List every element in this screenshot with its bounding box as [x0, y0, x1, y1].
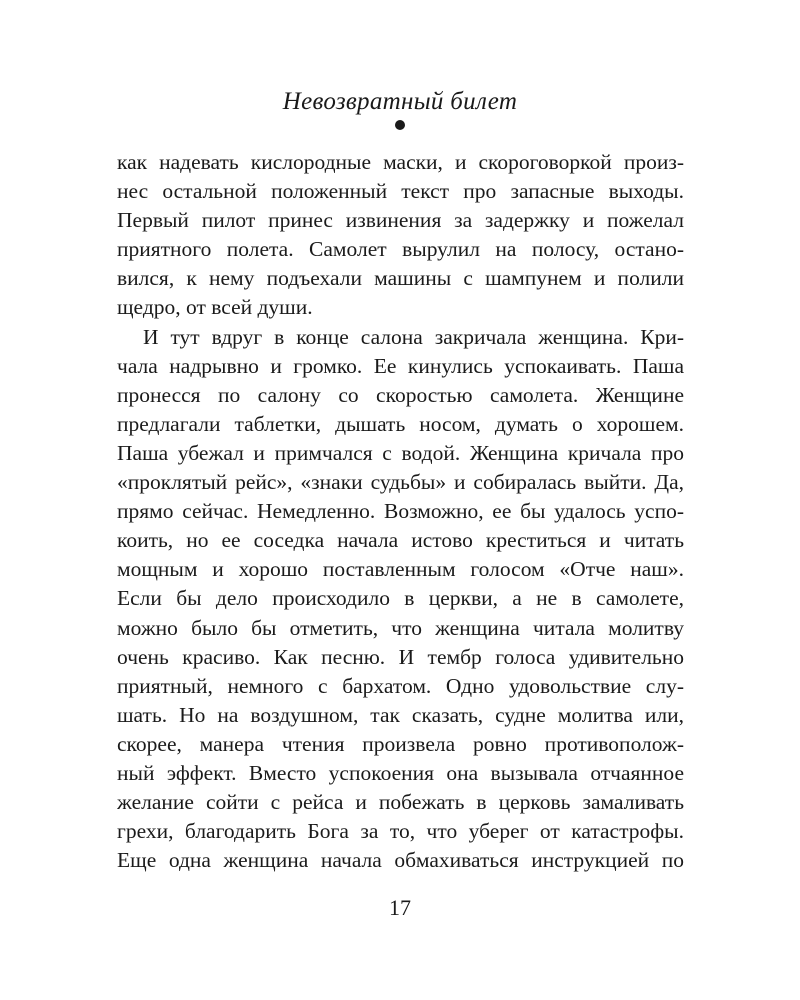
page-number: 17 — [389, 895, 411, 920]
text-line: Первый пилот принес извинения за задержку и пожелал — [117, 208, 684, 233]
text-line: скорее, манера чтения произвела ровно противополож- — [117, 731, 684, 756]
text-line: желание сойти с рейса и побежать в церковь замаливать — [117, 790, 684, 815]
text-line: Если бы дело происходило в церкви, а не в самолете, — [117, 586, 684, 611]
text-line: «проклятый рейс», «знаки судьбы» и собиралась выйти. Да, — [117, 470, 684, 495]
text-line: Паша убежал и примчался с водой. Женщина кричала про — [117, 440, 684, 465]
text-line: приятный, немного с бархатом. Одно удовольствие слу- — [117, 673, 684, 698]
text-line: можно было бы отметить, что женщина читала молитву — [117, 615, 684, 640]
text-line: грехи, благодарить Бога за то, что уберег от катастрофы. — [117, 819, 684, 844]
text-line: коить, но ее соседка начала истово креститься и читать — [117, 528, 684, 553]
text-line: мощным и хорошо поставленным голосом «Отче наш». — [117, 557, 684, 582]
text-line: нес остальной положенный текст про запасные выходы. — [117, 179, 684, 204]
text-line: как надевать кислородные маски, и скороговоркой произ- — [117, 150, 684, 174]
paragraph — [117, 148, 684, 323]
text-line: предлагали таблетки, дышать носом, думать о хорошем. — [117, 411, 684, 436]
text-line: очень красиво. Как песню. И тембр голоса удивительно — [117, 644, 684, 669]
text-line: ный эффект. Вместо успокоения она вызывала отчаянное — [117, 760, 684, 785]
text-line: прямо сейчас. Немедленно. Возможно, ее бы удалось успо- — [117, 499, 684, 524]
text-line: шать. Но на воздушном, так сказать, судне молитва или, — [117, 702, 684, 727]
text-line: щедро, от всей души. — [117, 295, 313, 320]
text-line: приятного полета. Самолет вырулил на полосу, остано- — [117, 237, 684, 262]
text-line: пронесся по салону со скоростью самолета. Женщине — [117, 382, 684, 407]
running-header: Невозвратный билет — [282, 88, 518, 115]
text-line: И тут вдруг в конце салона закричала женщина. Кри- — [143, 324, 684, 349]
paragraph — [117, 323, 684, 876]
text-line: вился, к нему подъехали машины с шампунем и полили — [117, 266, 684, 291]
header-bullet-ornament — [395, 120, 405, 130]
text-line: чала надрывно и громко. Ее кинулись успокаивать. Паша — [117, 353, 684, 378]
body-text — [117, 148, 684, 875]
text-line: Еще одна женщина начала обмахиваться инструкцией по — [117, 848, 684, 873]
